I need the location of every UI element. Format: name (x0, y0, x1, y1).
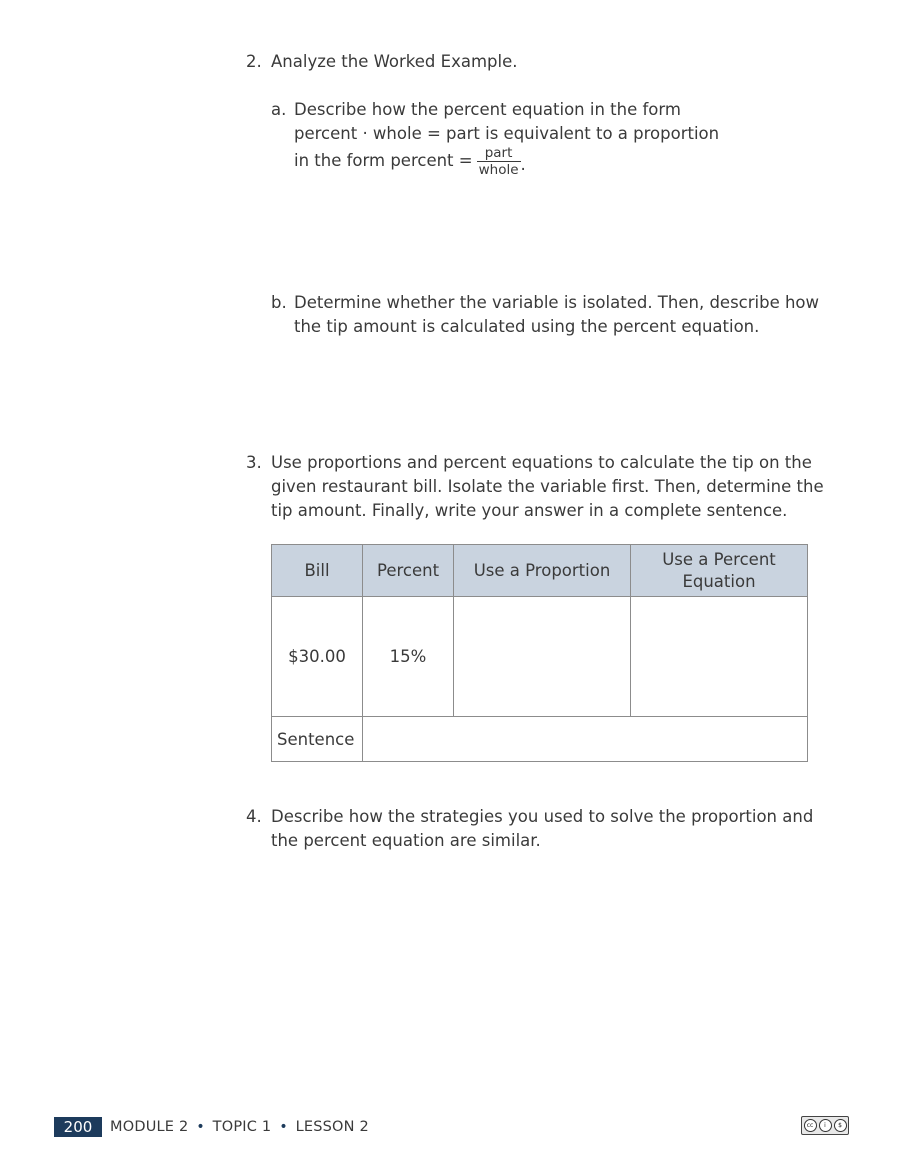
tip-calculation-table (271, 544, 808, 762)
page-number: 200 (54, 1117, 102, 1137)
sentence-answer-cell[interactable] (363, 717, 808, 762)
footer-lesson: LESSON 2 (295, 1119, 369, 1135)
table-row (272, 597, 808, 717)
question-2b-label: b. (271, 293, 287, 312)
header-use-a-percent-equation (631, 545, 808, 597)
question-4-number: 4. (246, 807, 262, 826)
question-2a-line3-prefix: in the form percent = (294, 151, 473, 170)
fraction-numerator: part (477, 145, 521, 162)
question-2a-label: a. (271, 100, 287, 119)
cc-by-nc-icon (801, 1116, 849, 1135)
question-2a-line1: Describe how the percent equation in the form (294, 100, 681, 119)
footer-separator: • (279, 1119, 288, 1135)
table-header-row (272, 545, 808, 597)
cell-percent-equation-answer[interactable] (631, 597, 808, 717)
question-2-number: 2. (246, 52, 262, 71)
question-2a-line3 (294, 145, 526, 178)
question-3-line3: tip amount. Finally, write your answer in a complete sentence. (271, 501, 788, 520)
cc-icon: cc (804, 1119, 817, 1132)
footer-separator: • (196, 1119, 205, 1135)
question-2-text: Analyze the Worked Example. (271, 52, 518, 71)
header-use-a-percent-equation-line1: Use a Percent (662, 549, 776, 569)
header-use-a-proportion: Use a Proportion (454, 545, 631, 597)
cell-proportion-answer[interactable] (454, 597, 631, 717)
question-2b-line1: Determine whether the variable is isolated. Then, describe how (294, 293, 820, 312)
cell-percent: 15% (363, 597, 454, 717)
question-3-line2: given restaurant bill. Isolate the variable first. Then, determine the (271, 477, 824, 496)
sentence-label: Sentence (272, 717, 363, 762)
footer-topic: TOPIC 1 (212, 1119, 272, 1135)
nc-icon: $ (834, 1119, 847, 1132)
question-2a-line2: percent · whole = part is equivalent to a proportion (294, 124, 720, 143)
header-bill: Bill (272, 545, 363, 597)
question-2a-line3-suffix: . (520, 155, 526, 174)
page-footer (54, 1117, 369, 1137)
part-over-whole-fraction (477, 145, 521, 178)
sentence-row (272, 717, 808, 762)
header-use-a-percent-equation-line2: Equation (682, 571, 756, 591)
footer-module: MODULE 2 (110, 1119, 189, 1135)
question-3-number: 3. (246, 453, 262, 472)
fraction-denominator: whole (478, 162, 519, 178)
question-4-line2: the percent equation are similar. (271, 831, 541, 850)
question-4-line1: Describe how the strategies you used to solve the proportion and (271, 807, 814, 826)
question-2b-line2: the tip amount is calculated using the percent equation. (294, 317, 760, 336)
header-percent: Percent (363, 545, 454, 597)
question-3-line1: Use proportions and percent equations to calculate the tip on the (271, 453, 812, 472)
by-icon: i (819, 1119, 832, 1132)
cell-bill: $30.00 (272, 597, 363, 717)
